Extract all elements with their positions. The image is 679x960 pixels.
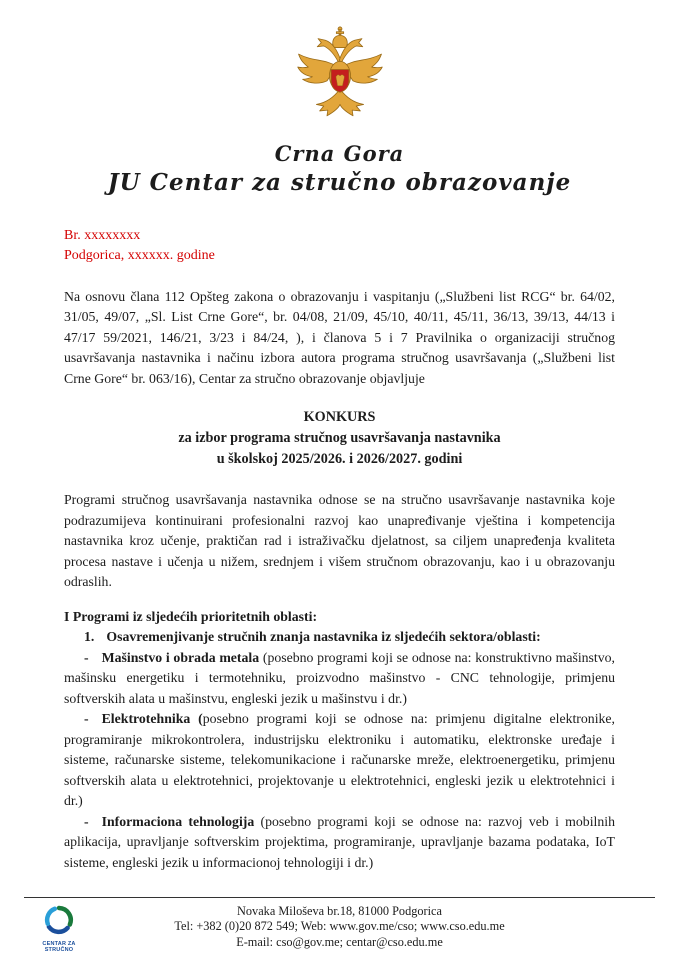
title-line-3: u školskoj 2025/2026. i 2026/2027. godini — [216, 451, 463, 468]
reference-number: Br. xxxxxxxx — [64, 228, 141, 243]
footer-contact-block — [0, 904, 679, 951]
list-dash: - — [84, 711, 89, 727]
footer-address: Novaka Miloševa br.18, 81000 Podgorica — [237, 903, 442, 918]
institution-name: JU Centar za stručno obrazovanje — [107, 169, 572, 196]
reference-block — [64, 226, 615, 267]
montenegro-coat-of-arms-icon — [290, 24, 390, 128]
intro-paragraph: Na osnovu člana 112 Opšteg zakona o obrazovanju i vaspitanju („Službeni list RCG“ br. 64/02, 31/05, 49/07, „Sl. List Crne Gore“, br. 04/08, 21/09, 45/10, 40/11, 45/11, 36/13, 39/13, 44/13 i 47/17 59/2021, 146/21, 3/23 i 84/24, ), i članova 5 i 7 Pravilnika o organizaciji stručnog usavršavanja nastavnika i načinu izbora autora programa stručnog usavršavanja („Službeni list Crne Gore“ br. 063/16), Centar za stručno obrazovanje objavljuje — [64, 288, 615, 386]
priority-area-masinstvo — [64, 648, 615, 710]
area-title: Elektrotehnika ( — [101, 711, 203, 727]
title-line-1: KONKURS — [303, 409, 376, 426]
area-description: (posebno programi koji se odnose na: konstruktivno mašinstvo, mašinsku energetiku i termotehniku, proizvodno mašinstvo - CNC tehnologije, primjenu softverskih alata u mašinstvu, engleski jezik u mašinstvu i dr.) — [64, 649, 615, 706]
title-line-2: za izbor programa stručnog usavršavanja nastavnika — [178, 430, 501, 447]
country-name: Crna Gora — [274, 141, 405, 166]
footer — [0, 897, 679, 951]
footer-phone-web: Tel: +382 (0)20 872 549; Web: www.gov.me/cso; www.cso.edu.me — [174, 919, 505, 933]
document-title — [64, 407, 615, 470]
section-heading: I Programi iz sljedećih prioritetnih oblasti: — [64, 608, 318, 624]
description-paragraph: Programi stručnog usavršavanja nastavnika odnose se na stručno usavršavanje nastavnika koje podrazumijeva kontinuirani profesionalni razvoj kao unapređivanje vještina i kompetencija nastavnika kroz učenje, praktičan rad i istraživačku djelatnost, sa ciljem unapređenja kvaliteta procesa nastave i učenja u nižem, srednjem i višem stručnom obrazovanju, kao i u obrazovanju odraslih. — [64, 492, 615, 590]
cso-logo — [30, 905, 88, 953]
list-dash: - — [84, 813, 89, 829]
footer-divider — [24, 897, 655, 898]
priority-area-elektrotehnika — [64, 709, 615, 812]
list-dash: - — [84, 649, 89, 665]
item-number: 1. — [84, 629, 95, 645]
area-description: (posebno programi koji se odnose na: razvoj veb i mobilnih aplikacija, upravljanje softverskim projektima, programiranje, upravljanje bazama podataka, IoT sisteme, engleski jezik u informacionoj tehnologiji i dr.) — [64, 813, 615, 870]
area-title: Mašinstvo i obrada metala — [101, 649, 260, 665]
footer-email: E-mail: cso@gov.me; centar@cso.edu.me — [236, 934, 443, 949]
numbered-item-1 — [64, 627, 615, 648]
reference-place-date: Podgorica, xxxxxx. godine — [64, 248, 215, 264]
item-text: Osavremenjivanje stručnih znanja nastavnika iz sljedećih sektora/oblasti: — [106, 629, 541, 645]
cso-logo-icon — [44, 905, 74, 935]
area-description: posebno programi koji se odnose na: primjenu digitalne elektronike, programiranje mikrokontrolera, industrijsku elektroniku i automatiku, elektronske uređaje i sisteme, računarske sisteme, telekomunikacione i računarske mreže, elektroenergetiku, primjenu softverskih alata u elektrotehnici, projektovanje u elektrotehnici, engleski jezik u elektrotehnici i dr.) — [64, 711, 615, 809]
coat-of-arms-container — [64, 24, 615, 133]
priority-area-informaciona-tehnologija — [64, 812, 615, 874]
cso-logo-caption: CENTAR ZA STRUČNO — [42, 940, 76, 953]
letterhead — [64, 141, 615, 196]
area-title: Informaciona tehnologija — [101, 813, 255, 829]
